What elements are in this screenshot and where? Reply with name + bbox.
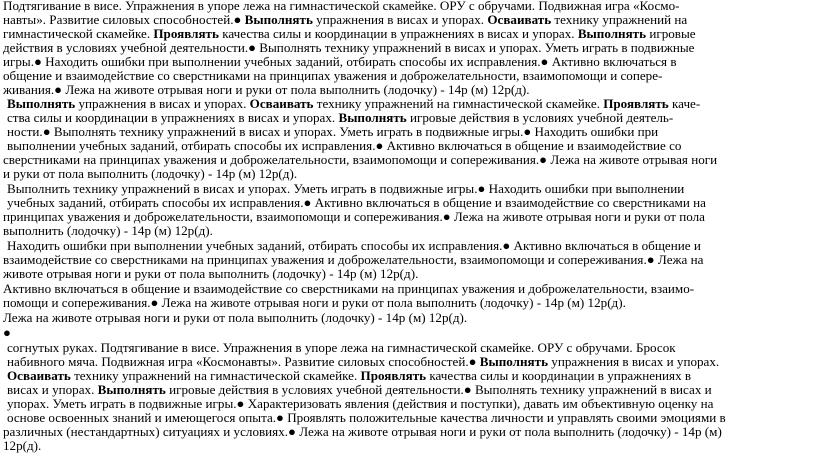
text-run: общение и взаимодействие со сверстниками на принципах уважения и доброжелательности, взаимопомощи и сопере- [3,68,663,83]
bold-term: Выполнять [97,382,166,397]
bold-term: Выполнять [577,26,647,41]
text-run: ства силы и координации в упражнениях в висах и упорах. [7,110,339,125]
bold-term: Осваивать [249,96,314,111]
text-run: действия в условиях учебной деятельности.● Выполнять технику упражнений в висах и упорах. Уметь играть в подвижные [3,40,695,55]
text-run: гимнастической скамейке. [3,26,154,41]
text-run: помощи и сопереживания.● Лежа на животе отрывая ноги и руки от пола выполнить (лодочку) - 14р (м) 12р(д). [3,295,626,310]
bold-term: Осваивать [7,368,71,383]
text-run: технику упражнений на [551,12,688,27]
text-line [3,425,722,440]
text-run: выполнении учебных заданий, отбирать способы их исправления.● Активно включаться в общение и взаимодействие со [7,138,682,153]
text-run: ности.● Выполнять технику упражнений в висах и упорах. Уметь играть в подвижные игры.● Находить ошибки при [7,124,659,139]
text-line [3,296,626,311]
text-line [3,267,418,282]
text-run: Выполнить технику упражнений в висах и упорах. Уметь играть в подвижные игры.● Находить ошибки при выполнении [7,181,685,196]
text-line [3,224,213,239]
text-run: Подтягивание в висе. Упражнения в упоре лежа на гимнастической скамейке. ОРУ с обручами. Подвижная игра «Космо- [3,0,680,13]
text-run: упорах. Уметь играть в подвижные игры.● Характеризовать явления (действия и поступки), давать им объективную оценку на [7,396,714,411]
bold-term: Проявлять [603,96,669,111]
text-run: игровые действия в условиях учебной деятельности.● Выполнять технику упражнений в висах и [165,382,712,397]
text-run: Находить ошибки при выполнении учебных заданий, отбирать способы их исправления.● Активно включаться в общение и [7,238,701,253]
text-run: живания.● Лежа на животе отрывая ноги и руки от пола выполнить (лодочку) - 14р (м) 12р(д). [3,82,530,97]
text-line [3,167,297,182]
text-run: 12р(д). [3,438,42,453]
text-run: игровые действия в условиях учебной деятель- [406,110,674,125]
text-run: упражнения в висах и упорах. [548,354,720,369]
text-run: Активно включаться в общение и взаимодействие со сверстниками на принципах уважения и доброжелательности, взаимо- [3,281,695,296]
text-run: качества силы и координации в упражнениях в [426,368,692,383]
text-run: игры.● Находить ошибки при выполнении учебных заданий, отбирать способы их исправления.● Активно включаться в [3,54,677,69]
text-run: игровые [646,26,696,41]
bullet-line [3,326,11,341]
text-run: сверстниками на принципах уважения и доброжелательности, взаимопомощи и сопереживания.● Лежа на животе отрывая ноги [3,152,718,167]
text-run: упражнения в висах и упорах. [312,12,488,27]
bullet-icon: ● [3,325,11,340]
text-run: технику упражнений на гимнастической скамейке. [70,368,361,383]
text-run: упражнения в висах и упорах. [75,96,250,111]
text-run: Лежа на животе отрывая ноги и руки от пола выполнить (лодочку) - 14р (м) 12р(д). [3,310,468,325]
bold-term: Выполнять [479,354,549,369]
bold-term: Выполнять [338,110,407,125]
text-run: навты». Развитие силовых способностей.● [3,12,245,27]
text-run: технику упражнений на гимнастической скамейке. [313,96,604,111]
text-run: животе отрывая ноги и руки от пола выполнить (лодочку) - 14р (м) 12р(д). [3,266,419,281]
text-run: взаимодействие со сверстниками на принципах уважения и доброжелательности, взаимопомощи и сопереживания.● Лежа на [3,252,704,267]
bold-term: Проявлять [153,26,219,41]
text-line [3,439,41,454]
text-run: различных (нестандартных) ситуациях и условиях.● Лежа на животе отрывая ноги и руки от пола выполнить (лодочку) - 14р (м) [3,424,722,439]
text-run: согнутых руках. Подтягивание в висе. Упражнения в упоре лежа на гимнастической скамейке. ОРУ с обручами. Бросок [7,340,676,355]
text-run: и руки от пола выполнить (лодочку) - 14р (м) 12р(д). [3,166,298,181]
text-run: выполнить (лодочку) - 14р (м) 12р(д). [3,223,213,238]
bold-term: Проявлять [360,368,427,383]
text-line [3,311,467,326]
text-run: каче- [668,96,701,111]
text-run: принципах уважения и доброжелательности, взаимопомощи и сопереживания.● Лежа на животе отрывая ноги и руки от пола [3,209,705,224]
text-run: висах и упорах. [7,382,98,397]
bold-term: Осваивать [487,12,552,27]
bold-term: Выполнять [7,96,76,111]
bold-term: Выполнять [244,12,313,27]
text-run: качества силы и координации в упражнениях в висах и упорах. [218,26,578,41]
text-run: учебных заданий, отбирать способы их исправления.● Активно включаться в общение и взаимодействие со сверстниками на [7,195,706,210]
text-run: основе освоенных знаний и имеющегося опыта.● Проявлять положительные качества личности и управлять своими эмоциями в [7,410,726,425]
text-run: набивного мяча. Подвижная игра «Космонавты». Развитие силовых способностей.● [7,354,480,369]
